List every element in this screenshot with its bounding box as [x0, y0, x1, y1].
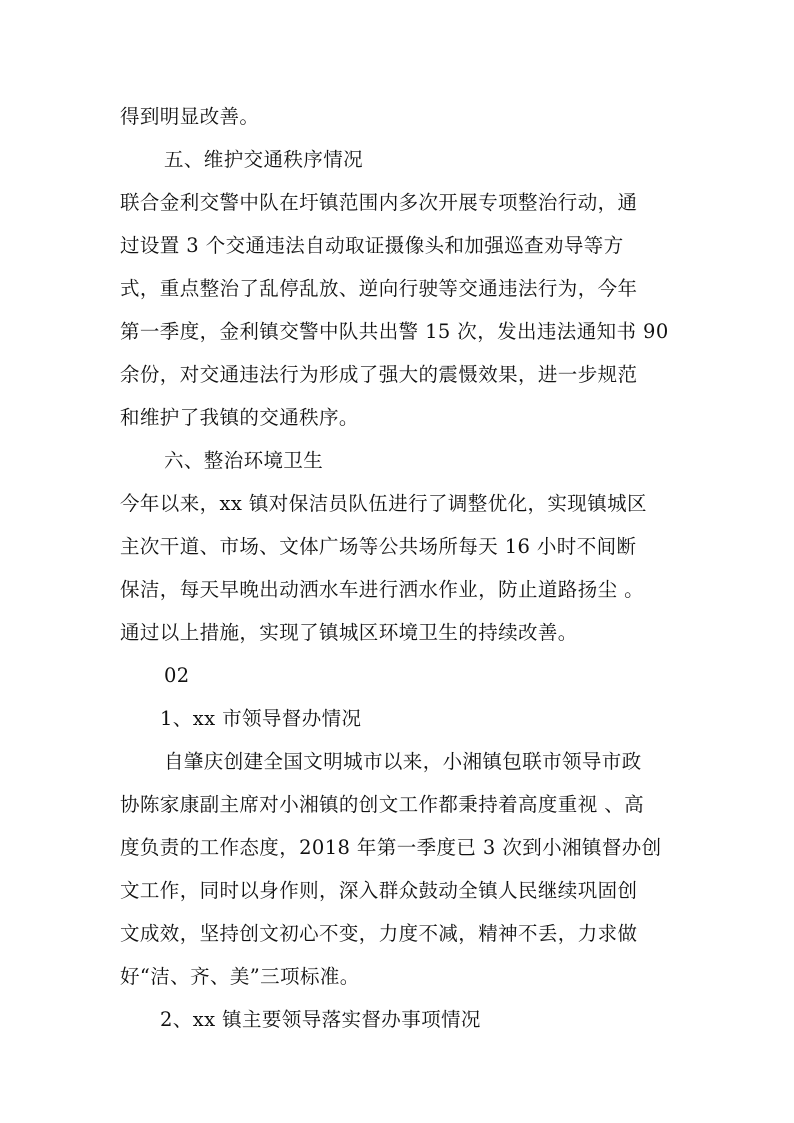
paragraph-line: 主次干道、市场、文体广场等公共场所每天 16 小时不间断: [120, 535, 637, 558]
paragraph-line: 协陈家康副主席对小湘镇的创文工作都秉持着高度重视 、高: [120, 793, 644, 816]
paragraph-line: 式，重点整治了乱停乱放、逆向行驶等交通违法行为，今年: [120, 277, 638, 300]
paragraph-line: 自肇庆创建全国文明城市以来，小湘镇包联市领导市政: [164, 750, 642, 773]
paragraph-line: 文工作，同时以身作则，深入群众鼓动全镇人民继续巩固创: [120, 879, 638, 902]
paragraph-line: 通过以上措施，实现了镇城区环境卫生的持续改善。: [120, 621, 578, 644]
paragraph-line: 好“洁、齐、美”三项标准。: [120, 965, 360, 988]
paragraph-line: 余份，对交通违法行为形成了强大的震慑效果，进一步规范: [120, 363, 638, 386]
section-number: 02: [164, 664, 190, 687]
paragraph-line: 文成效，坚持创文初心不变，力度不减，精神不丢，力求做: [120, 922, 638, 945]
paragraph-line: 度负责的工作态度，2018 年第一季度已 3 次到小湘镇督办创: [120, 836, 662, 859]
subsection-heading: 1、xx 市领导督办情况: [160, 707, 362, 730]
paragraph-line: 联合金利交警中队在圩镇范围内多次开展专项整治行动，通: [120, 191, 638, 214]
paragraph-line: 保洁，每天早晚出动洒水车进行洒水作业，防止道路扬尘 。: [120, 578, 644, 601]
paragraph-line: 今年以来，xx 镇对保洁员队伍进行了调整优化，实现镇城区: [120, 492, 647, 515]
subsection-heading: 2、xx 镇主要领导落实督办事项情况: [160, 1008, 481, 1031]
paragraph-line: 过设置 3 个交通违法自动取证摄像头和加强巡查劝导等方: [120, 234, 624, 257]
section-heading: 五、维护交通秩序情况: [164, 148, 364, 171]
paragraph-line: 第一季度，金利镇交警中队共出警 15 次，发出违法通知书 90: [120, 320, 669, 343]
section-heading: 六、整治环境卫生: [164, 449, 324, 472]
paragraph-line: 和维护了我镇的交通秩序。: [120, 406, 359, 429]
paragraph-line: 得到明显改善。: [120, 105, 260, 128]
